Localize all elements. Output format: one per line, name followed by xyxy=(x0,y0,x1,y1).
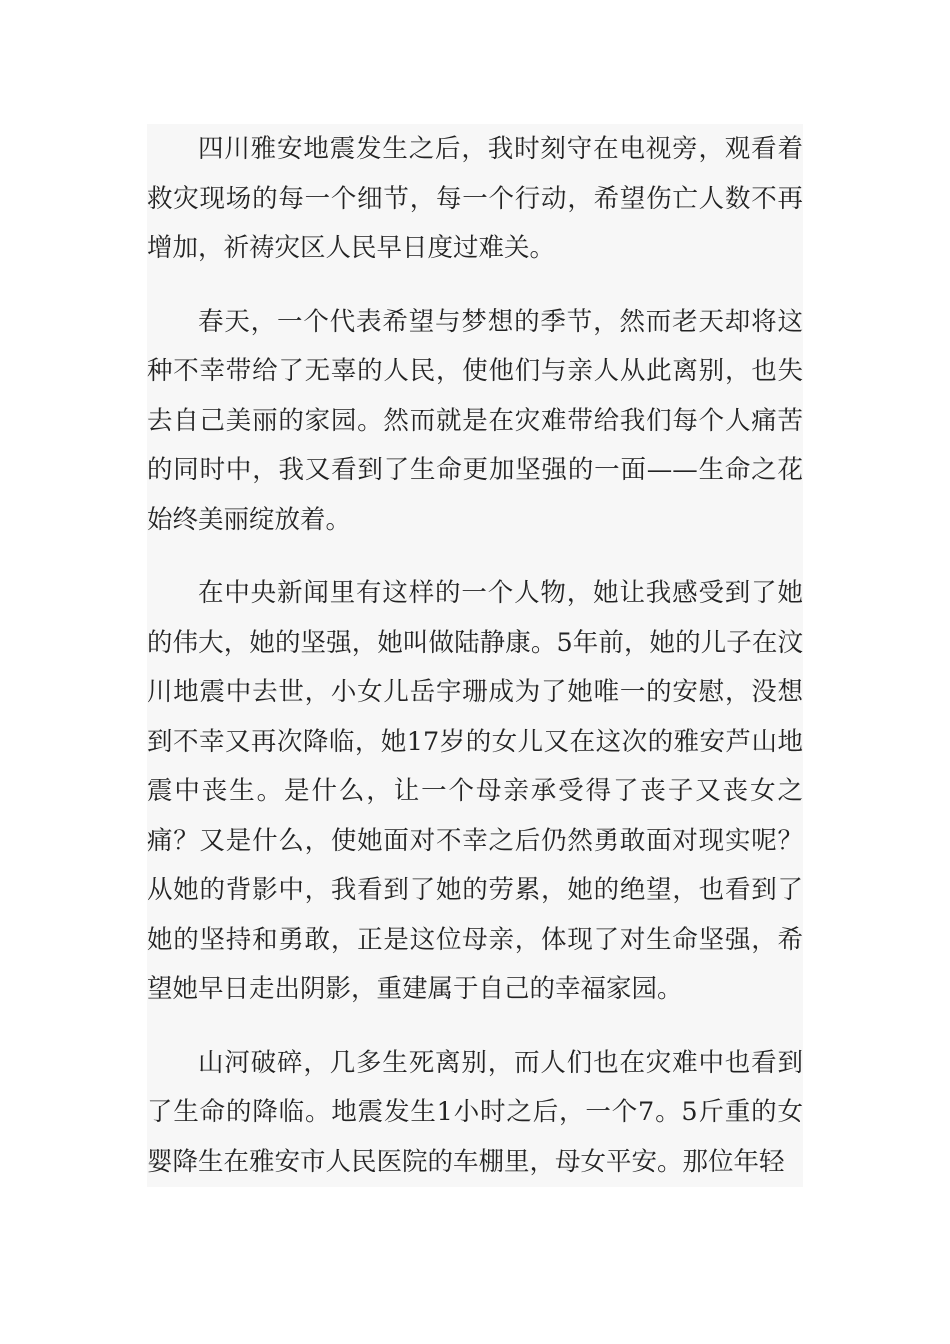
paragraph-3: 在中央新闻里有这样的一个人物，她让我感受到了她的伟大，她的坚强，她叫做陆静康。5年前，她的儿子在汶川地震中去世，小女儿岳宇珊成为了她唯一的安慰，没想到不幸又再次降临，她17岁的女儿又在这次的雅安芦山地震中丧生。是什么，让一个母亲承受得了丧子又丧女之痛？又是什么，使她面对不幸之后仍然勇敢面对现实呢？从她的背影中，我看到了她的劳累，她的绝望，也看到了她的坚持和勇敢，正是这位母亲，体现了对生命坚强，希望她早日走出阴影，重建属于自己的幸福家园。 xyxy=(147,578,803,1004)
document-body xyxy=(147,124,803,1187)
paragraph-4: 山河破碎，几多生死离别，而人们也在灾难中也看到了生命的降临。地震发生1小时之后，一个7。5斤重的女婴降生在雅安市人民医院的车棚里，母女平安。那位年轻 xyxy=(147,1047,803,1177)
paragraph-2: 春天，一个代表希望与梦想的季节，然而老天却将这种不幸带给了无辜的人民，使他们与亲人从此离别，也失去自己美丽的家园。然而就是在灾难带给我们每个人痛苦的同时中，我又看到了生命更加坚强的一面——生命之花始终美丽绽放着。 xyxy=(147,306,803,535)
paragraph-1: 四川雅安地震发生之后，我时刻守在电视旁，观看着救灾现场的每一个细节，每一个行动，希望伤亡人数不再增加，祈祷灾区人民早日度过难关。 xyxy=(147,134,803,263)
